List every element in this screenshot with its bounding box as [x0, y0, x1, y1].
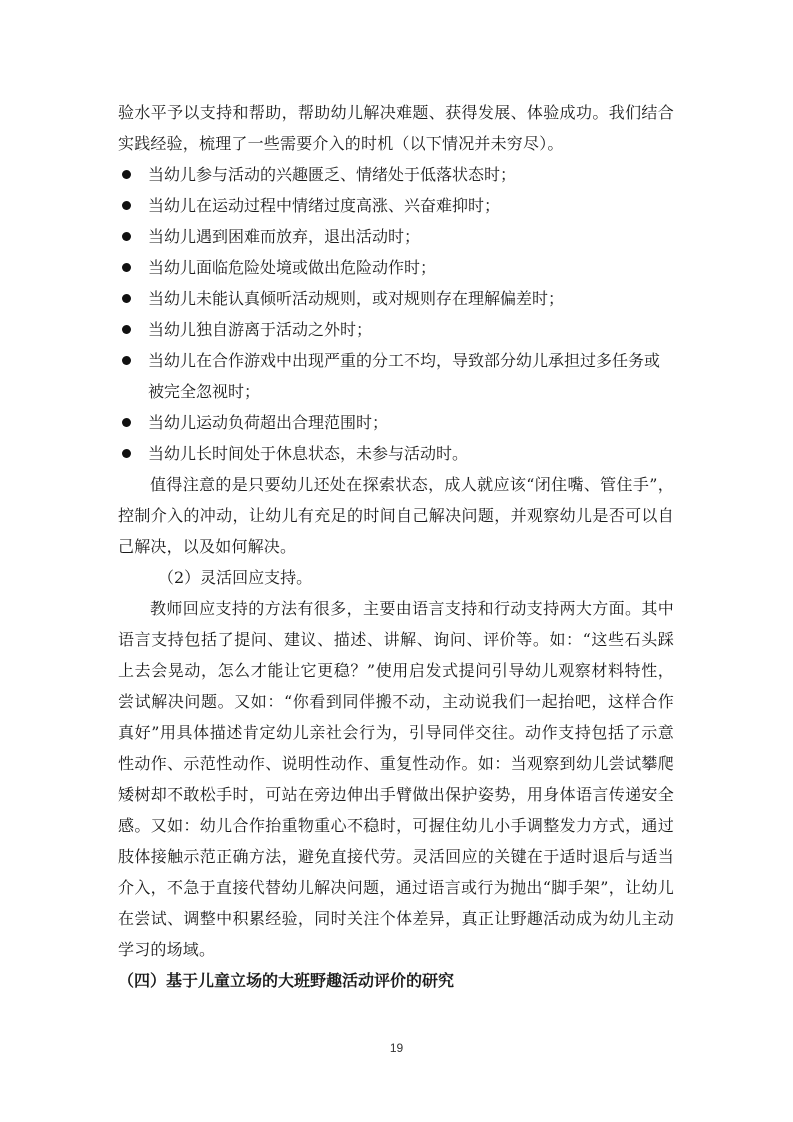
list-item	[118, 190, 674, 221]
bullet-icon	[122, 294, 131, 303]
page-number: 19	[389, 1041, 404, 1055]
page-body	[118, 97, 674, 996]
bullet-icon	[122, 325, 131, 334]
list-item	[118, 283, 674, 314]
list-item-text: 当幼儿参与活动的兴趣匮乏、情绪处于低落状态时；	[148, 165, 517, 184]
list-item-text: 当幼儿在合作游戏中出现严重的分工不均，导致部分幼儿承担过多任务或被完全忽视时；	[148, 351, 661, 401]
list-item-text: 当幼儿长时间处于休息状态，未参与活动时。	[148, 444, 469, 463]
section-heading: （四）基于儿童立场的大班野趣活动评价的研究	[118, 971, 455, 990]
bullet-icon	[122, 356, 131, 365]
list-item-text: 当幼儿在运动过程中情绪过度高涨、兴奋难抑时；	[148, 196, 501, 215]
list-item	[118, 438, 674, 469]
list-item	[118, 314, 674, 345]
note-paragraph: 值得注意的是只要幼儿还处在探索状态，成人就应该“闭住嘴、管住手”，控制介入的冲动，让幼儿有充足的时间自己解决问题，并观察幼儿是否可以自己解决，以及如何解决。	[118, 475, 674, 556]
subheading: （2）灵活回应支持。	[158, 568, 313, 587]
list-item-text: 当幼儿遇到困难而放弃，退出活动时；	[148, 227, 421, 246]
list-item	[118, 159, 674, 190]
list-item	[118, 407, 674, 438]
list-item-text: 当幼儿面临危险处境或做出危险动作时；	[148, 258, 437, 277]
list-item-text: 当幼儿运动负荷超出合理范围时；	[148, 413, 389, 432]
support-paragraph: 教师回应支持的方法有很多，主要由语言支持和行动支持两大方面。其中语言支持包括了提问、建议、描述、讲解、询问、评价等。如：“这些石头踩上去会晃动，怎么才能让它更稳？”使用启发式提问引导幼儿观察材料特性，尝试解决问题。又如：“你看到同伴搬不动，主动说我们一起抬吧，这样合作真好”用具体描述肯定幼儿亲社会行为，引导同伴交往。动作支持包括了示意性动作、示范性动作、说明性动作、重复性动作。如：当观察到幼儿尝试攀爬矮树却不敢松手时，可站在旁边伸出手臂做出保护姿势，用身体语言传递安全感。又如：幼儿合作抬重物重心不稳时，可握住幼儿小手调整发力方式，通过肢体接触示范正确方法，避免直接代劳。灵活回应的关键在于适时退后与适当介入，不急于直接代替幼儿解决问题，通过语言或行为抛出“脚手架”，让幼儿在尝试、调整中积累经验，同时关注个体差异，真正让野趣活动成为幼儿主动学习的场域。	[118, 599, 674, 959]
intro-paragraph: 验水平予以支持和帮助，帮助幼儿解决难题、获得发展、体验成功。我们结合实践经验，梳理了一些需要介入的时机（以下情况并未穷尽）。	[118, 103, 674, 153]
list-item-text: 当幼儿未能认真倾听活动规则，或对规则存在理解偏差时；	[148, 289, 565, 308]
bullet-icon	[122, 232, 131, 241]
list-item-text: 当幼儿独自游离于活动之外时；	[148, 320, 373, 339]
bullet-icon	[122, 418, 131, 427]
bullet-icon	[122, 201, 131, 210]
intervention-timing-list	[118, 159, 674, 469]
bullet-icon	[122, 170, 131, 179]
list-item	[118, 252, 674, 283]
list-item	[118, 345, 674, 407]
list-item	[118, 221, 674, 252]
bullet-icon	[122, 449, 131, 458]
bullet-icon	[122, 263, 131, 272]
